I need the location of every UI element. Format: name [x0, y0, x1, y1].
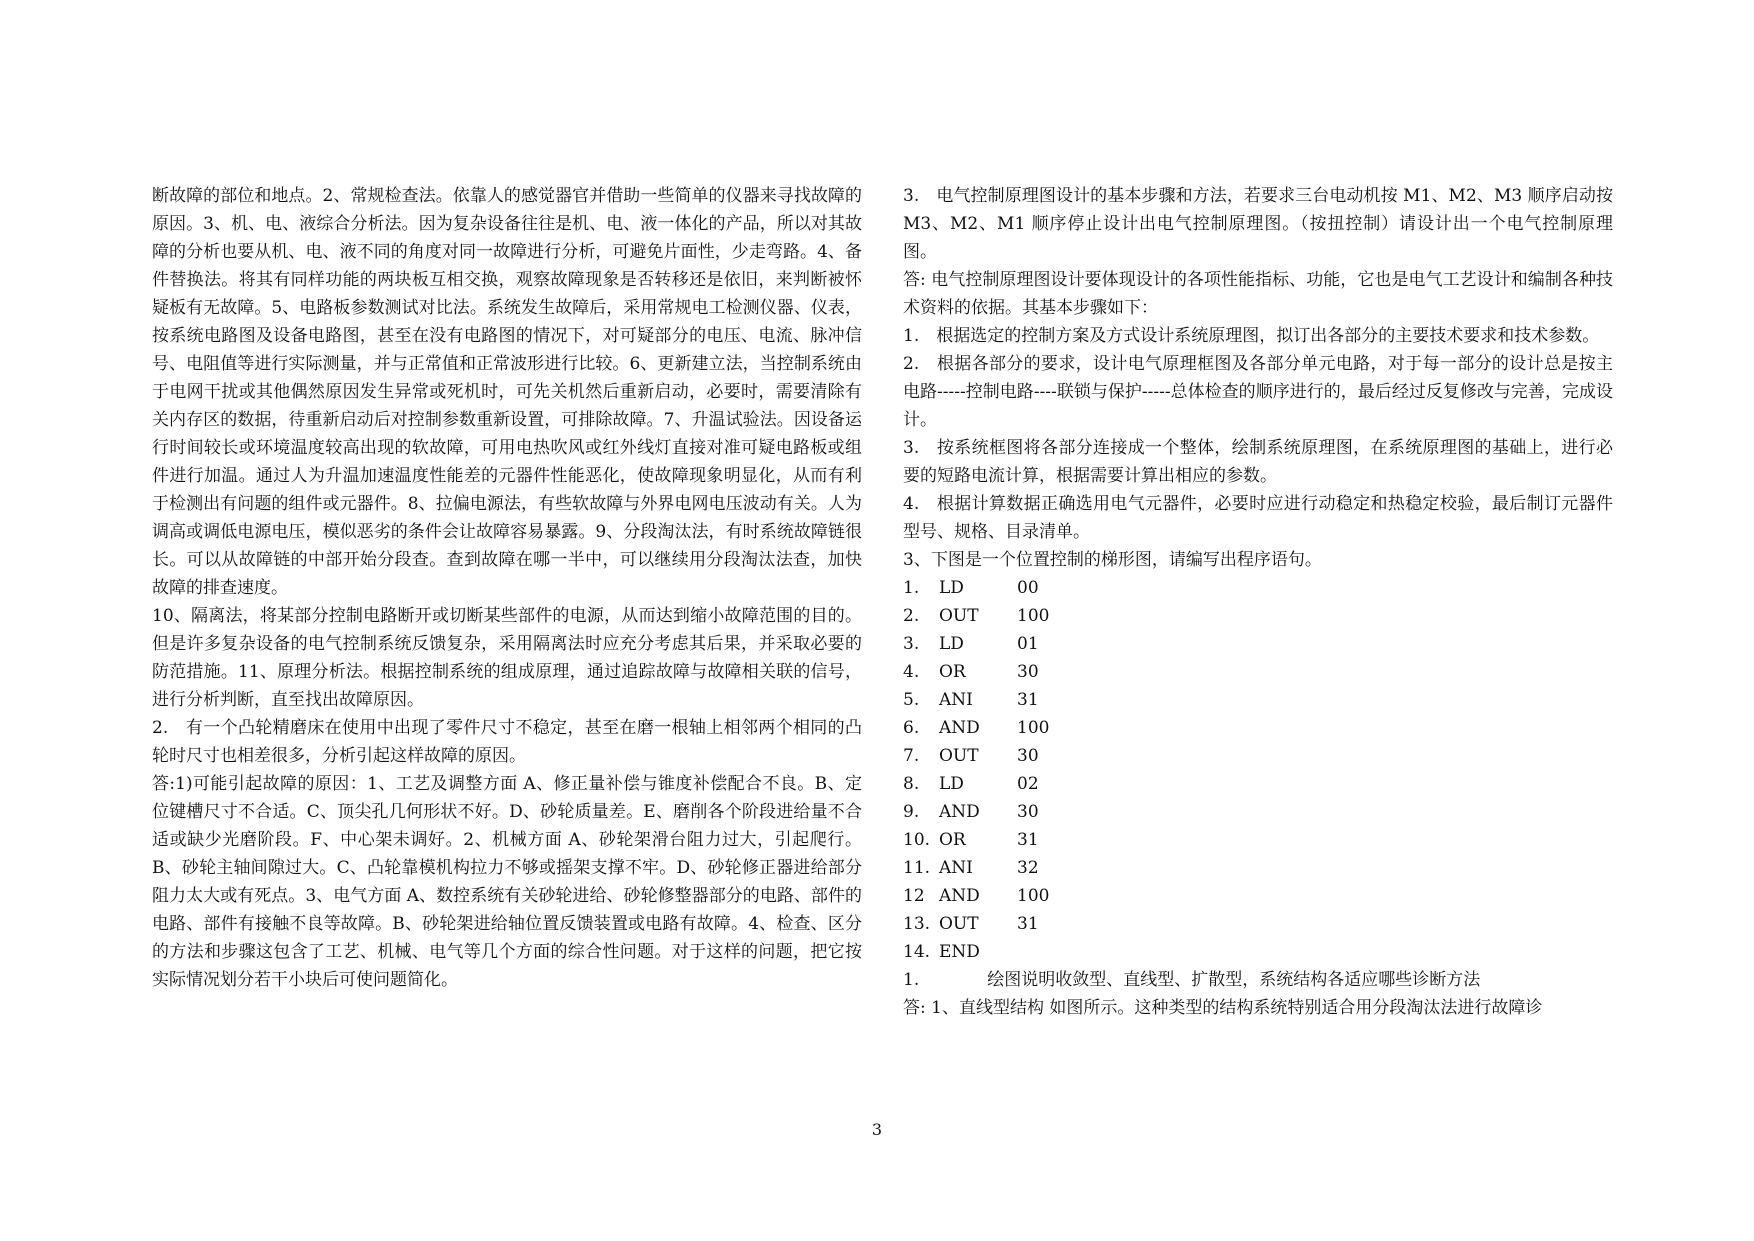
- line-number: 4.: [903, 662, 920, 682]
- instruction: OR: [939, 662, 966, 682]
- program-line: [903, 882, 1613, 910]
- paragraph: 1. 根据选定的控制方案及方式设计系统原理图，拟订出各部分的主要技术要求和技术参数。: [903, 326, 1600, 346]
- program-line: [903, 602, 1613, 630]
- line-number: 3.: [903, 634, 920, 654]
- operand: 100: [1017, 718, 1050, 738]
- right-column: [903, 182, 1613, 1022]
- operand: 100: [1017, 606, 1050, 626]
- paragraph: 答: 电气控制原理图设计要体现设计的各项性能指标、功能，它也是电气工艺设计和编制各种技术资料的依据。其基本步骤如下：: [903, 270, 1613, 318]
- line-number: 1.: [903, 578, 920, 598]
- operand: 01: [1017, 634, 1039, 654]
- paragraph: 3、下图是一个位置控制的梯形图，请编写出程序语句。: [903, 550, 1322, 570]
- line-number: 10.: [903, 830, 931, 850]
- operand: 00: [1017, 578, 1039, 598]
- instruction: AND: [939, 718, 980, 738]
- paragraph: 答: 1、直线型结构 如图所示。这种类型的结构系统特别适合用分段淘汰法进行故障诊: [903, 998, 1543, 1018]
- paragraph: 2. 有一个凸轮精磨床在使用中出现了零件尺寸不稳定，甚至在磨一根轴上相邻两个相同的凸轮时尺寸也相差很多，分析引起这样故障的原因。: [152, 718, 862, 766]
- instruction: OUT: [939, 914, 979, 934]
- instruction: OR: [939, 830, 966, 850]
- line-number: 11.: [903, 858, 931, 878]
- program-line: [903, 910, 1613, 938]
- instruction: LD: [939, 774, 964, 794]
- operand: 32: [1017, 858, 1039, 878]
- line-number: 9.: [903, 802, 920, 822]
- operand: 30: [1017, 746, 1039, 766]
- instruction: OUT: [939, 746, 979, 766]
- paragraph: 10、隔离法，将某部分控制电路断开或切断某些部件的电源，从而达到缩小故障范围的目的。但是许多复杂设备的电气控制系统反馈复杂，采用隔离法时应充分考虑其后果，并采取必要的防范措施。11、原理分析法。根据控制系统的组成原理，通过追踪故障与故障相关联的信号，进行分析判断，直至找出故障原因。: [152, 606, 862, 710]
- paragraph: 答:1)可能引起故障的原因：1、工艺及调整方面 A、修正量补偿与锥度补偿配合不良。B、定位键槽尺寸不合适。C、顶尖孔几何形状不好。D、砂轮质量差。E、磨削各个阶段进给量不合适或缺少光磨阶段。F、中心架未调好。2、机械方面 A、砂轮架滑台阻力过大，引起爬行。B、砂轮主轴间隙过大。C、凸轮靠模机构拉力不够或摇架支撑不牢。D、砂轮修正器进给部分阻力太大或有死点。3、电气方面 A、数控系统有关砂轮进给、砂轮修整器部分的电路、部件的电路、部件有接触不良等故障。B、砂轮架进给轴位置反馈装置或电路有故障。4、检查、区分的方法和步骤这包含了工艺、机械、电气等几个方面的综合性问题。对于这样的问题，把它按实际情况划分若干小块后可使问题简化。: [152, 774, 862, 990]
- operand: 31: [1017, 830, 1039, 850]
- line-number: 2.: [903, 606, 920, 626]
- instruction: AND: [939, 802, 980, 822]
- line-number: 13.: [903, 914, 931, 934]
- line-number: 6.: [903, 718, 920, 738]
- operand: 30: [1017, 802, 1039, 822]
- line-number: 7.: [903, 746, 920, 766]
- program-line: [903, 770, 1613, 798]
- program-line: [903, 798, 1613, 826]
- instruction: AND: [939, 886, 980, 906]
- paragraph: 3. 按系统框图将各部分连接成一个整体，绘制系统原理图，在系统原理图的基础上，进行必要的短路电流计算，根据需要计算出相应的参数。: [903, 438, 1613, 486]
- operand: 02: [1017, 774, 1039, 794]
- program-line: [903, 630, 1613, 658]
- line-number: 5.: [903, 690, 920, 710]
- program-listing: [903, 574, 1613, 966]
- paragraph: 3. 电气控制原理图设计的基本步骤和方法，若要求三台电动机按 M1、M2、M3 顺序启动按 M3、M2、M1 顺序停止设计出电气控制原理图。（按扭控制）请设计出一个电气控制原理图。: [903, 186, 1613, 262]
- instruction: END: [939, 942, 980, 962]
- program-line: [903, 686, 1613, 714]
- line-number: 8.: [903, 774, 920, 794]
- instruction: LD: [939, 578, 964, 598]
- operand: 31: [1017, 690, 1039, 710]
- program-line: [903, 658, 1613, 686]
- paragraph: 2. 根据各部分的要求，设计电气原理框图及各部分单元电路，对于每一部分的设计总是按主电路-----控制电路----联锁与保护-----总体检查的顺序进行的，最后经过反复修改与完善，完成设计。: [903, 354, 1613, 430]
- line-number: 12: [903, 886, 925, 906]
- line-number: 14.: [903, 942, 931, 962]
- left-column: [152, 182, 862, 994]
- paragraph: 断故障的部位和地点。2、常规检查法。依靠人的感觉器官并借助一些简单的仪器来寻找故障的原因。3、机、电、液综合分析法。因为复杂设备往往是机、电、液一体化的产品，所以对其故障的分析也要从机、电、液不同的角度对同一故障进行分析，可避免片面性，少走弯路。4、备件替换法。将其有同样功能的两块板互相交换，观察故障现象是否转移还是依旧，来判断被怀疑板有无故障。5、电路板参数测试对比法。系统发生故障后，采用常规电工检测仪器、仪表，按系统电路图及设备电路图，甚至在没有电路图的情况下，对可疑部分的电压、电流、脉冲信号、电阻值等进行实际测量，并与正常值和正常波形进行比较。6、更新建立法，当控制系统由于电网干扰或其他偶然原因发生异常或死机时，可先关机然后重新启动，必要时，需要清除有关内存区的数据，待重新启动后对控制参数重新设置，可排除故障。7、升温试验法。因设备运行时间较长或环境温度较高出现的软故障，可用电热吹风或红外线灯直接对准可疑电路板或组件进行加温。通过人为升温加速温度性能差的元器件性能恶化，使故障现象明显化，从而有利于检测出有问题的组件或元器件。8、拉偏电源法，有些软故障与外界电网电压波动有关。人为调高或调低电源电压，模似恶劣的条件会让故障容易暴露。9、分段淘汰法，有时系统故障链很长。可以从故障链的中部开始分段查。查到故障在哪一半中，可以继续用分段淘汰法查，加快故障的排查速度。: [152, 186, 862, 598]
- paragraph: 4. 根据计算数据正确选用电气元器件，必要时应进行动稳定和热稳定校验，最后制订元器件型号、规格、目录清单。: [903, 494, 1613, 542]
- paragraph: 1. 绘图说明收敛型、直线型、扩散型，系统结构各适应哪些诊断方法: [903, 970, 1481, 990]
- program-line: [903, 938, 1613, 966]
- page-number: 3: [871, 1120, 883, 1139]
- program-line: [903, 826, 1613, 854]
- instruction: ANI: [939, 690, 973, 710]
- instruction: LD: [939, 634, 964, 654]
- operand: 31: [1017, 914, 1039, 934]
- operand: 100: [1017, 886, 1050, 906]
- operand: 30: [1017, 662, 1039, 682]
- instruction: ANI: [939, 858, 973, 878]
- program-line: [903, 742, 1613, 770]
- program-line: [903, 714, 1613, 742]
- program-line: [903, 574, 1613, 602]
- program-line: [903, 854, 1613, 882]
- instruction: OUT: [939, 606, 979, 626]
